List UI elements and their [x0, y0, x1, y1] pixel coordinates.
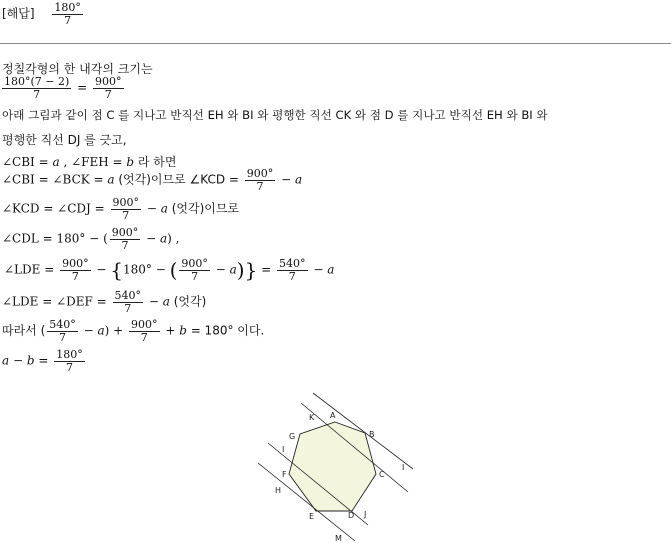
label-g: G	[289, 432, 296, 441]
divider	[0, 43, 671, 44]
label-a: A	[330, 411, 336, 420]
line-7: ∠KCD = ∠CDJ = $\frac{900^\circ}{7}$ − a (엇각)이므로	[2, 196, 240, 222]
label-k: K	[309, 413, 315, 422]
answer-header	[2, 2, 85, 26]
label-i-right: I	[402, 463, 405, 472]
label-d: D	[348, 511, 355, 520]
line-10: ∠LDE = ∠DEF = $\frac{540^\circ}{7}$ − a (엇각)	[2, 289, 207, 315]
label-m: M	[335, 534, 342, 543]
line-5: ∠CBI = a , ∠FEH = b 라 하면	[2, 155, 177, 169]
line-11: 따라서 ( $\frac{540^\circ}{7}$ − a) + $\frac{900^\circ}{7}$ + b = 180° 이다.	[2, 318, 265, 344]
line-8: ∠CDL = 180° − ( $\frac{900^\circ}{7}$ − a) ,	[2, 226, 180, 252]
label-f: F	[282, 470, 287, 479]
line-6: ∠CBI = ∠BCK = a (엇각)이므로 ∠KCD = $\frac{900^\circ}{7}$ − a	[2, 167, 303, 193]
line-2: $\frac{180^\circ(7 - 2)}{7}$ = $\frac{900^\circ}{7}$	[4, 75, 122, 101]
line-3: 아래 그림과 같이 점 C 를 지나고 반직선 EH 와 BI 와 평행한 직선 CK 와 점 D 를 지나고 반직선 EH 와 BI 와	[2, 108, 548, 122]
label-c: C	[379, 470, 385, 479]
interior-angle-fraction: $\frac{180^\circ(7 - 2)}{7}$	[4, 75, 70, 101]
label-i-left: I	[282, 445, 285, 454]
interior-angle-value: $\frac{900^\circ}{7}$	[95, 75, 122, 101]
label-b: B	[369, 430, 375, 439]
answer-fraction: $\frac{180^\circ}{7}$	[54, 1, 81, 27]
line-4: 평행한 직선 DJ 를 긋고,	[2, 133, 127, 147]
line-1: 정칠각형의 한 내각의 크기는	[2, 62, 153, 76]
label-j: J	[364, 510, 367, 519]
heptagon-figure	[250, 390, 425, 543]
line-12: a − b = $\frac{180^\circ}{7}$	[2, 348, 83, 374]
label-e: E	[309, 512, 315, 521]
line-9: ∠LDE = $\frac{900^\circ}{7}$ − {180° − ( $\frac{900^\circ}{7}$ − a)} = $\frac{540^\circ}{7}$ − a	[4, 257, 335, 283]
answer-label: [해답]	[2, 6, 35, 21]
label-h: H	[275, 486, 282, 495]
regular-heptagon	[289, 422, 376, 511]
